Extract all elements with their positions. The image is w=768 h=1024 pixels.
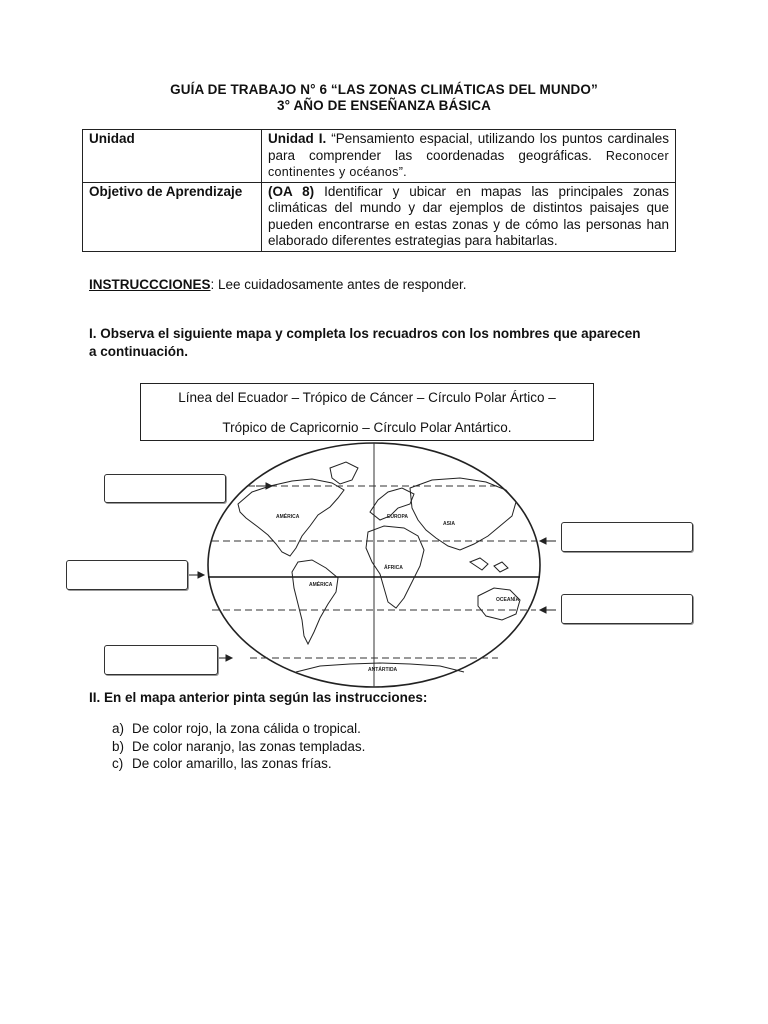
objetivo-text: Identificar y ubicar en mapas las principales zonas climáticas del mundo y dar ejemplos de distintos paisajes que pueden encontrarse en estas zonas y de cómo las personas han elaborado diferentes estrategias para habitarlas. [268,183,670,248]
answer-box-equator[interactable] [66,560,188,590]
instructions-text: : Lee cuidadosamente antes de responder. [210,277,467,292]
names-line-1: Línea del Ecuador – Trópico de Cáncer – Círculo Polar Ártico – [178,390,556,405]
item-marker: c) [112,756,124,771]
arrow-head-bottom-right [540,607,546,613]
worksheet-subtitle: 3° AÑO DE ENSEÑANZA BÁSICA [276,98,492,113]
answer-box-capricorn[interactable] [561,594,693,624]
answer-box-antarctic[interactable] [104,645,218,675]
item-text: De color rojo, la zona cálida o tropical. [132,721,361,736]
objetivo-code: (OA 8) [268,183,315,199]
list-item [112,720,365,738]
names-line-2: Trópico de Capricornio – Círculo Polar Antártico. [222,420,512,435]
arrow-head-top-right [540,538,546,544]
table-row-objetivo [83,182,676,251]
item-text: De color naranjo, las zonas templadas. [132,738,366,754]
label-asia: ASIA [443,521,455,527]
list-item [112,755,365,773]
unidad-small-text: Reconocer continentes y océanos”. [268,148,669,179]
instructions-label: INSTRUCCCIONES [89,277,211,292]
answer-box-cancer[interactable] [561,522,693,552]
worksheet-title: GUÍA DE TRABAJO N° 6 “LAS ZONAS CLIMÁTICAS DEL MUNDO” [170,82,598,97]
label-south-america: AMÉRICA [309,582,333,588]
unidad-value [262,130,676,183]
instructions [89,277,466,292]
unidad-title: Unidad I. [268,131,327,146]
objetivo-label: Objetivo de Aprendizaje [83,182,262,251]
item-marker: a) [112,721,125,736]
objetivo-value [262,182,676,251]
label-antarctica: ANTÁRTIDA [368,667,398,673]
item-marker: b) [112,738,125,754]
label-oceania: OCEANÍA [496,597,520,603]
table-row-unidad [83,130,676,183]
answer-box-arctic[interactable] [104,474,226,503]
label-africa: ÁFRICA [384,565,403,571]
arrow-head-mid-left [198,572,204,578]
info-table [82,129,676,252]
names-word-bank [140,383,594,441]
list-item [112,738,365,756]
unidad-text: “Pensamiento espacial, utilizando los puntos cardinales para comprender las coordenadas geográficas. [268,131,670,163]
label-north-america: AMÉRICA [276,514,300,520]
item-text: De color amarillo, las zonas frías. [132,756,332,771]
coloring-task-list [112,720,365,773]
section2-prompt: II. En el mapa anterior pinta según las instrucciones: [89,690,428,705]
arrow-head-bottom-left [226,655,232,661]
section1-prompt: I. Observa el siguiente mapa y completa los recuadros con los nombres que aparecen a continuación. [89,326,641,359]
unidad-label: Unidad [83,130,262,183]
label-europe: EUROPA [387,514,409,520]
